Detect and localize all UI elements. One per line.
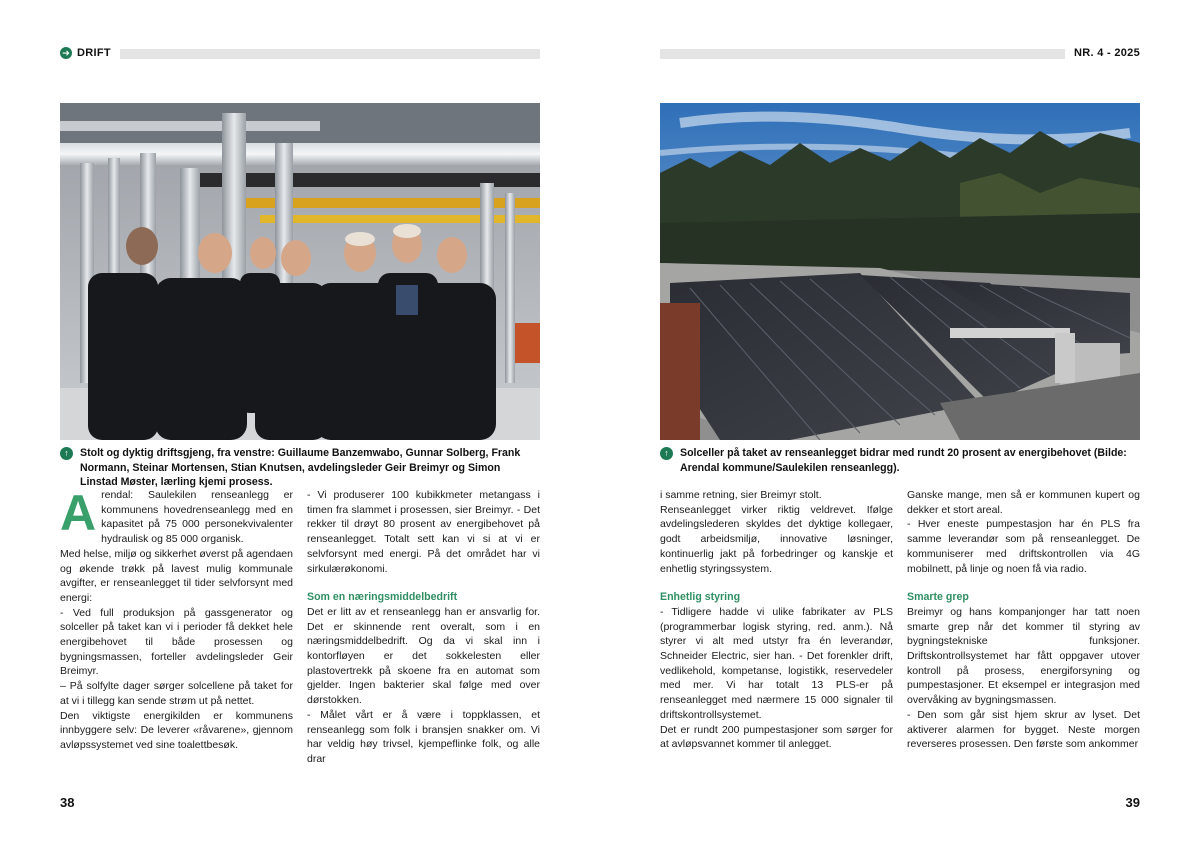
paragraph: - Målet vårt er å være i toppklassen, et renseanlegg som folk i bransjen snakker om. Vi har veldig høy trivsel, kjempeflinke folk, og alle drar bbox=[307, 708, 540, 765]
paragraph: Breimyr og hans kompanjonger har tatt noen smarte grep når det kommer til styring av bygningstekniske funksjoner. Driftskontrollsystemet har fått oppgaver utover kontroll på prosess, energiforsyning og pumpestasjoner. Et eksempel er integrasjon med overvåking av bygningsmassen. bbox=[907, 605, 1140, 707]
caption-text: Solceller på taket av renseanlegget bidrar med rundt 20 prosent av energibehovet (Bilde: Arendal kommune/Saulekilen renseanlegg). bbox=[680, 447, 1127, 474]
paragraph: Renseanlegget virker riktig veldrevet. Ifølge avdelingslederen skyldes det dyktige kollegaer, godt arbeidsmiljø, innovative løsninger, kontinuerlig jakt på forbedringer og kanskje et enhetlig styringssystem. bbox=[660, 503, 893, 575]
lead-paragraph: Arendal: Saulekilen renseanlegg er kommunens hovedrenseanlegg med en kapasitet på 75 000 personekvivalenter hydraulisk og 85 000 organisk. bbox=[60, 485, 293, 546]
paragraph: - Ved full produksjon på gassgenerator og solceller på taket kan vi i perioder få dekket hele energibehovet til både prosessen og bygningsmassen, forteller avdelingsleder Geir Breimyr. bbox=[60, 606, 293, 678]
paragraph: - Tidligere hadde vi ulike fabrikater av PLS (programmerbar logisk styring, red. anm.). Nå styrer vi alt med utstyr fra én leverandør, Schneider Electric, sier han. - Det forenkler drift, vedlikehold, kompetanse, logistikk, reservedeler med mer. Vi har totalt 13 PLS-er på renseanlegget med nærmere 15 000 signaler til driftskontrollsystemet. bbox=[660, 605, 893, 721]
article-column-1 bbox=[60, 485, 293, 753]
paragraph: – På solfylte dager sørger solcellene på taket for at vi i tillegg kan sende strøm ut på nettet. bbox=[60, 680, 293, 707]
issue-label: NR. 4 - 2025 bbox=[1074, 47, 1140, 59]
paragraph: i samme retning, sier Breimyr stolt. bbox=[660, 489, 822, 501]
page-number: 39 bbox=[1125, 795, 1140, 810]
photo-caption bbox=[60, 446, 540, 490]
paragraph: Med helse, miljø og sikkerhet øverst på agendaen og økende trøkk på lavest mulig kommunale avgifter, er renseanlegget til tider selvforsynt med energi: bbox=[60, 547, 293, 604]
paragraph: Det er litt av et renseanlegg han er ansvarlig for. Det er skinnende rent overalt, som i en næringsmiddelbedrift. Og da vi skal inn i kontorfløyen er det sokkelesten eller plastovertrekk på skoene fra en automat som gjelder. Ingen bakterier skal følge med over dørstokken. bbox=[307, 605, 540, 707]
header-rule bbox=[120, 49, 540, 59]
arrow-right-icon: ➔ bbox=[60, 47, 72, 59]
paragraph: - Vi produserer 100 kubikkmeter metangass i timen fra slammet i prosessen, sier Breimyr. - Det rekker til drøyt 80 prosent av energibehovet på renseanlegget. Totalt sett kan vi si at vi er selvforsynt med energi. På det området har vi sirkulærøkonomi. bbox=[307, 489, 540, 575]
paragraph: - Den som går sist hjem skrur av lyset. Det aktiverer alarmen for bygget. Neste morgen reverseres prosessen. Den første som ankommer bbox=[907, 708, 1140, 751]
paragraph: Ganske mange, men så er kommunen kupert og dekker et stort areal. bbox=[907, 489, 1140, 516]
page-number: 38 bbox=[60, 795, 75, 810]
drop-cap: A bbox=[60, 485, 97, 541]
arrow-up-icon: ↑ bbox=[60, 447, 73, 460]
paragraph: - Hver eneste pumpestasjon har én PLS fra samme leverandør som på renseanlegget. De kommuniserer med driftskontrollen via 4G mobilnett, på linje og noen få via radio. bbox=[907, 518, 1140, 575]
article-column-3 bbox=[660, 488, 893, 752]
arrow-up-icon: ↑ bbox=[660, 447, 673, 460]
subheading: Som en næringsmiddelbedrift bbox=[307, 591, 458, 604]
team-photo bbox=[60, 103, 540, 440]
caption-text: Stolt og dyktig driftsgjeng, fra venstre: Guillaume Banzemwabo, Gunnar Solberg, Frank Normann, Steinar Mortensen, Stian Knutsen, avdelingsleder Geir Breimyr og Simon Linstad Møster, lærling kjemi prosess. bbox=[80, 447, 521, 488]
article-column-2 bbox=[307, 488, 540, 767]
section-header bbox=[60, 47, 111, 59]
section-label: DRIFT bbox=[77, 47, 111, 59]
header-rule bbox=[660, 49, 1065, 59]
paragraph: Det er rundt 200 pumpestasjoner som sørger for at avløpsvannet kommer til anlegget. bbox=[660, 723, 893, 751]
solar-roof-image bbox=[660, 103, 1140, 440]
right-page bbox=[600, 0, 1200, 849]
article-column-4 bbox=[907, 488, 1140, 752]
solar-roof-photo bbox=[660, 103, 1140, 440]
subheading: Enhetlig styring bbox=[660, 591, 741, 604]
team-photo-image bbox=[60, 103, 540, 440]
subheading: Smarte grep bbox=[907, 591, 969, 604]
paragraph: Den viktigste energikilden er kommunens innbyggere selv: De leverer «råvarene», gjennom avløpssystemet ved sine toalettbesøk. bbox=[60, 709, 293, 751]
photo-caption bbox=[660, 446, 1140, 475]
